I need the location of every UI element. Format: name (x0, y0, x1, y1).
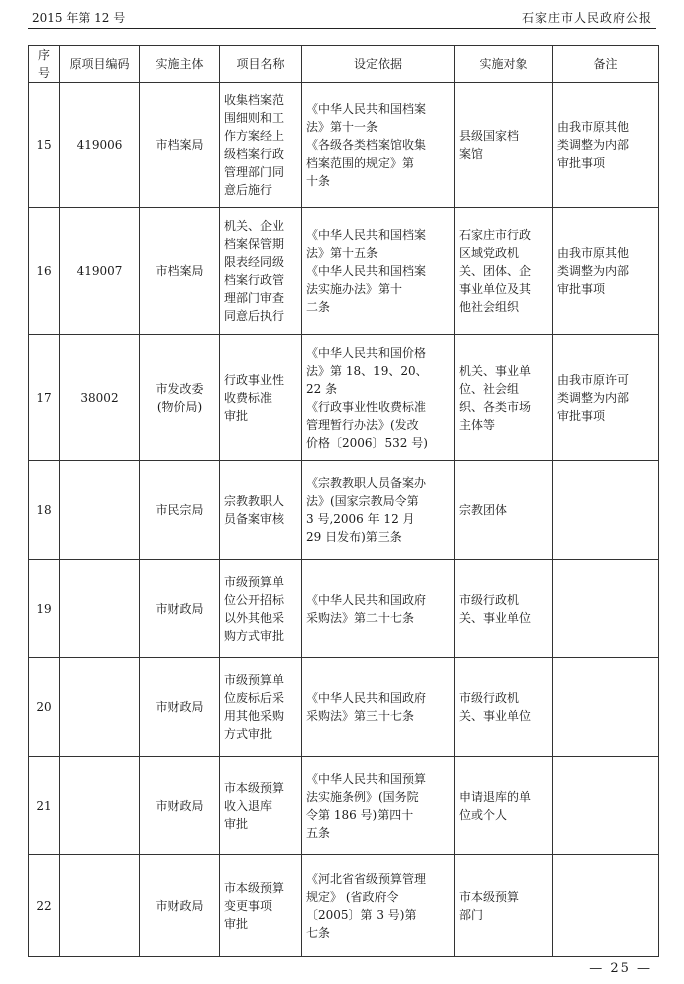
cell-code (60, 757, 140, 855)
approval-items-table (28, 45, 659, 957)
cell-remark: 由我市原其他 类调整为内部 审批事项 (553, 208, 659, 335)
column-header: 备注 (553, 46, 659, 83)
cell-subject: 市财政局 (140, 855, 220, 957)
page-header (28, 6, 656, 29)
cell-subject: 市档案局 (140, 83, 220, 208)
cell-no: 21 (29, 757, 60, 855)
table-row (29, 83, 659, 208)
cell-target: 市本级预算 部门 (455, 855, 553, 957)
cell-subject: 市民宗局 (140, 461, 220, 560)
cell-target: 申请退库的单 位或个人 (455, 757, 553, 855)
table-row (29, 560, 659, 658)
cell-name: 市本级预算 变更事项 审批 (220, 855, 302, 957)
cell-code: 419007 (60, 208, 140, 335)
cell-code (60, 855, 140, 957)
cell-no: 20 (29, 658, 60, 757)
cell-code: 419006 (60, 83, 140, 208)
cell-remark (553, 658, 659, 757)
cell-code (60, 461, 140, 560)
table-header-row (29, 46, 659, 83)
table-row (29, 757, 659, 855)
cell-name: 行政事业性 收费标准 审批 (220, 335, 302, 461)
cell-name: 市级预算单 位公开招标 以外其他采 购方式审批 (220, 560, 302, 658)
cell-subject: 市财政局 (140, 658, 220, 757)
cell-remark: 由我市原其他 类调整为内部 审批事项 (553, 83, 659, 208)
cell-subject: 市发改委 (物价局) (140, 335, 220, 461)
cell-no: 17 (29, 335, 60, 461)
cell-no: 16 (29, 208, 60, 335)
table-row (29, 461, 659, 560)
issue-number: 2015 年第 12 号 (32, 11, 126, 25)
cell-no: 15 (29, 83, 60, 208)
column-header: 设定依据 (302, 46, 455, 83)
cell-basis: 《中华人民共和国档案 法》第十一条 《各级各类档案馆收集 档案范围的规定》第 十条 (302, 83, 455, 208)
column-header: 序号 (29, 46, 60, 83)
cell-name: 收集档案范 围细则和工 作方案经上 级档案行政 管理部门同 意后施行 (220, 83, 302, 208)
cell-name: 市级预算单 位废标后采 用其他采购 方式审批 (220, 658, 302, 757)
cell-no: 18 (29, 461, 60, 560)
cell-target: 市级行政机 关、事业单位 (455, 658, 553, 757)
cell-target: 石家庄市行政 区域党政机 关、团体、企 事业单位及其 他社会组织 (455, 208, 553, 335)
cell-code (60, 560, 140, 658)
table-row (29, 658, 659, 757)
cell-target: 市级行政机 关、事业单位 (455, 560, 553, 658)
cell-name: 市本级预算 收入退库 审批 (220, 757, 302, 855)
table-row (29, 335, 659, 461)
cell-target: 县级国家档 案馆 (455, 83, 553, 208)
publication-title: 石家庄市人民政府公报 (521, 11, 652, 25)
cell-subject: 市财政局 (140, 560, 220, 658)
cell-subject: 市档案局 (140, 208, 220, 335)
cell-subject: 市财政局 (140, 757, 220, 855)
cell-code (60, 658, 140, 757)
cell-remark (553, 560, 659, 658)
cell-basis: 《宗教教职人员备案办 法》(国家宗教局令第 3 号,2006 年 12 月 29 日发布)第三条 (302, 461, 455, 560)
cell-basis: 《中华人民共和国预算 法实施条例》(国务院 令第 186 号)第四十 五条 (302, 757, 455, 855)
cell-name: 机关、企业 档案保管期 限表经同级 档案行政管 理部门审查 同意后执行 (220, 208, 302, 335)
cell-code: 38002 (60, 335, 140, 461)
cell-target: 机关、事业单 位、社会组 织、各类市场 主体等 (455, 335, 553, 461)
cell-no: 19 (29, 560, 60, 658)
cell-name: 宗教教职人 员备案审核 (220, 461, 302, 560)
cell-target: 宗教团体 (455, 461, 553, 560)
column-header: 项目名称 (220, 46, 302, 83)
cell-remark (553, 757, 659, 855)
cell-basis: 《中华人民共和国价格 法》第 18、19、20、 22 条 《行政事业性收费标准 管理暂行办法》(发改 价格〔2006〕532 号) (302, 335, 455, 461)
cell-no: 22 (29, 855, 60, 957)
cell-basis: 《河北省省级预算管理 规定》 (省政府令 〔2005〕第 3 号)第 七条 (302, 855, 455, 957)
page-number: — 25 — (589, 961, 652, 976)
column-header: 实施对象 (455, 46, 553, 83)
cell-basis: 《中华人民共和国档案 法》第十五条 《中华人民共和国档案 法实施办法》第十 二条 (302, 208, 455, 335)
cell-remark (553, 461, 659, 560)
column-header: 实施主体 (140, 46, 220, 83)
cell-remark (553, 855, 659, 957)
table-row (29, 208, 659, 335)
cell-remark: 由我市原许可 类调整为内部 审批事项 (553, 335, 659, 461)
cell-basis: 《中华人民共和国政府 采购法》第二十七条 (302, 560, 455, 658)
column-header: 原项目编码 (60, 46, 140, 83)
cell-basis: 《中华人民共和国政府 采购法》第三十七条 (302, 658, 455, 757)
table-row (29, 855, 659, 957)
